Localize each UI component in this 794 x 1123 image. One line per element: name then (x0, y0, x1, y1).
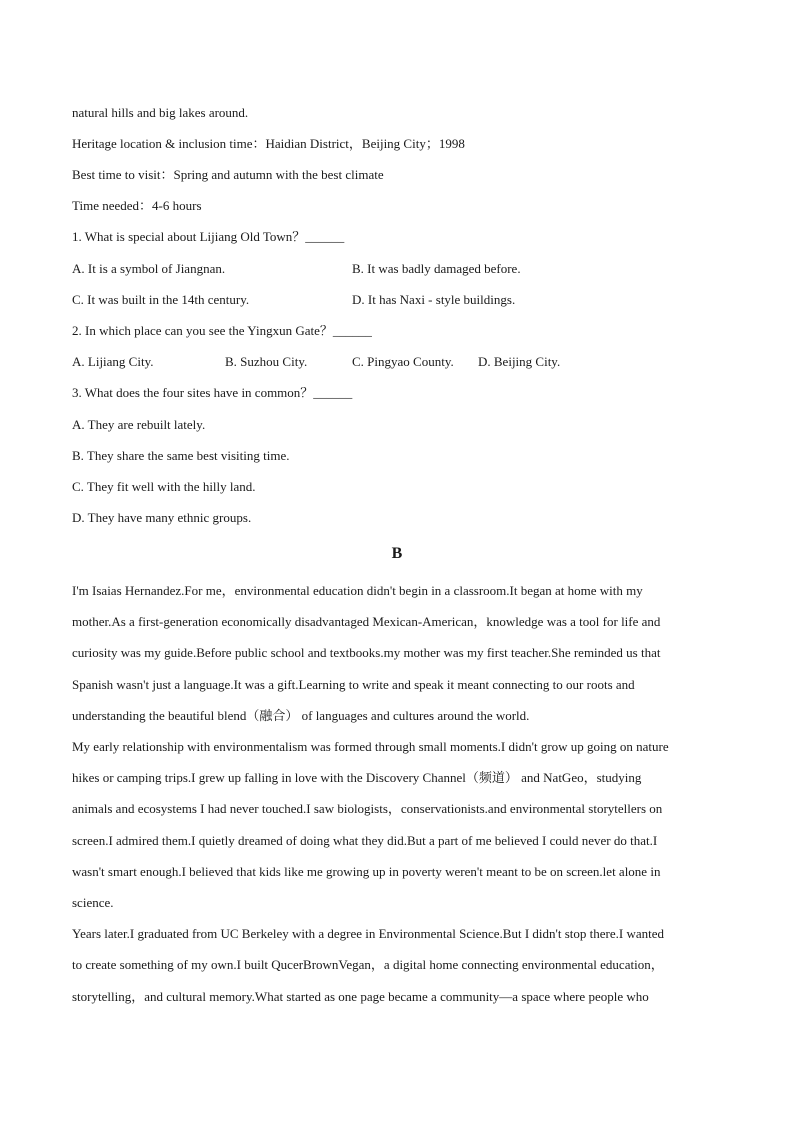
question-2-stem: 2. In which place can you see the Yingxun Gate？______ (72, 323, 372, 338)
paragraph-3-line: to create something of my own.I built QucerBrownVegan，a digital home connecting environmental education， (72, 957, 664, 972)
paragraph-1-line: understanding the beautiful blend（融合） of languages and cultures around the world. (72, 708, 530, 723)
paragraph-2-line: screen.I admired them.I quietly dreamed of doing what they did.But a part of me believed I could never do that.I (72, 833, 658, 848)
question-1-stem: 1. What is special about Lijiang Old Town？______ (72, 229, 345, 244)
question-3-option-b: B. They share the same best visiting time. (72, 448, 290, 463)
question-3-option-a: A. They are rebuilt lately. (72, 417, 206, 432)
section-b-heading: B (391, 545, 403, 562)
paragraph-1-line: I'm Isaias Hernandez.For me，environmental education didn't begin in a classroom.It began at home with my (72, 583, 643, 598)
question-3-stem: 3. What does the four sites have in common？______ (72, 385, 353, 400)
paragraph-3-line: Years later.I graduated from UC Berkeley with a degree in Environmental Science.But I didn't stop there.I wanted (72, 926, 664, 941)
question-1-option-d: D. It has Naxi - style buildings. (352, 292, 516, 307)
question-1-option-c: C. It was built in the 14th century. (72, 292, 250, 307)
question-1-option-a: A. It is a symbol of Jiangnan. (72, 261, 226, 276)
question-3-option-d: D. They have many ethnic groups. (72, 510, 252, 525)
paragraph-1-line: curiosity was my guide.Before public school and textbooks.my mother was my first teacher.She reminded us that (72, 645, 661, 660)
passage-a-tail-line: natural hills and big lakes around. (72, 105, 249, 120)
paragraph-2-line: hikes or camping trips.I grew up falling in love with the Discovery Channel（频道） and NatGeo，studying (72, 770, 642, 785)
question-3-option-c: C. They fit well with the hilly land. (72, 479, 256, 494)
best-time-line: Best time to visit：Spring and autumn with the best climate (72, 167, 384, 182)
paragraph-2-line: wasn't smart enough.I believed that kids like me growing up in poverty weren't meant to be on screen.let alone in (72, 864, 661, 879)
question-2-option-c: C. Pingyao County. (352, 354, 454, 369)
time-needed-line: Time needed：4-6 hours (72, 198, 202, 213)
paragraph-2-line: science. (72, 895, 114, 910)
paragraph-2-line: animals and ecosystems I had never touched.I saw biologists，conservationists.and environmental storytellers on (72, 801, 663, 816)
paragraph-2-line: My early relationship with environmentalism was formed through small moments.I didn't grow up going on nature (72, 739, 669, 754)
paragraph-1-line: Spanish wasn't just a language.It was a gift.Learning to write and speak it meant connecting to our roots and (72, 677, 635, 692)
question-2-option-d: D. Beijing City. (478, 354, 561, 369)
heritage-location-line: Heritage location & inclusion time：Haidian District，Beijing City；1998 (72, 136, 465, 151)
question-2-option-b: B. Suzhou City. (225, 354, 308, 369)
question-1-option-b: B. It was badly damaged before. (352, 261, 521, 276)
question-2-option-a: A. Lijiang City. (72, 354, 154, 369)
paragraph-1-line: mother.As a first-generation economically disadvantaged Mexican-American，knowledge was a tool for life and (72, 614, 661, 629)
paragraph-3-line: storytelling，and cultural memory.What started as one page became a community—a space where people who (72, 989, 649, 1004)
